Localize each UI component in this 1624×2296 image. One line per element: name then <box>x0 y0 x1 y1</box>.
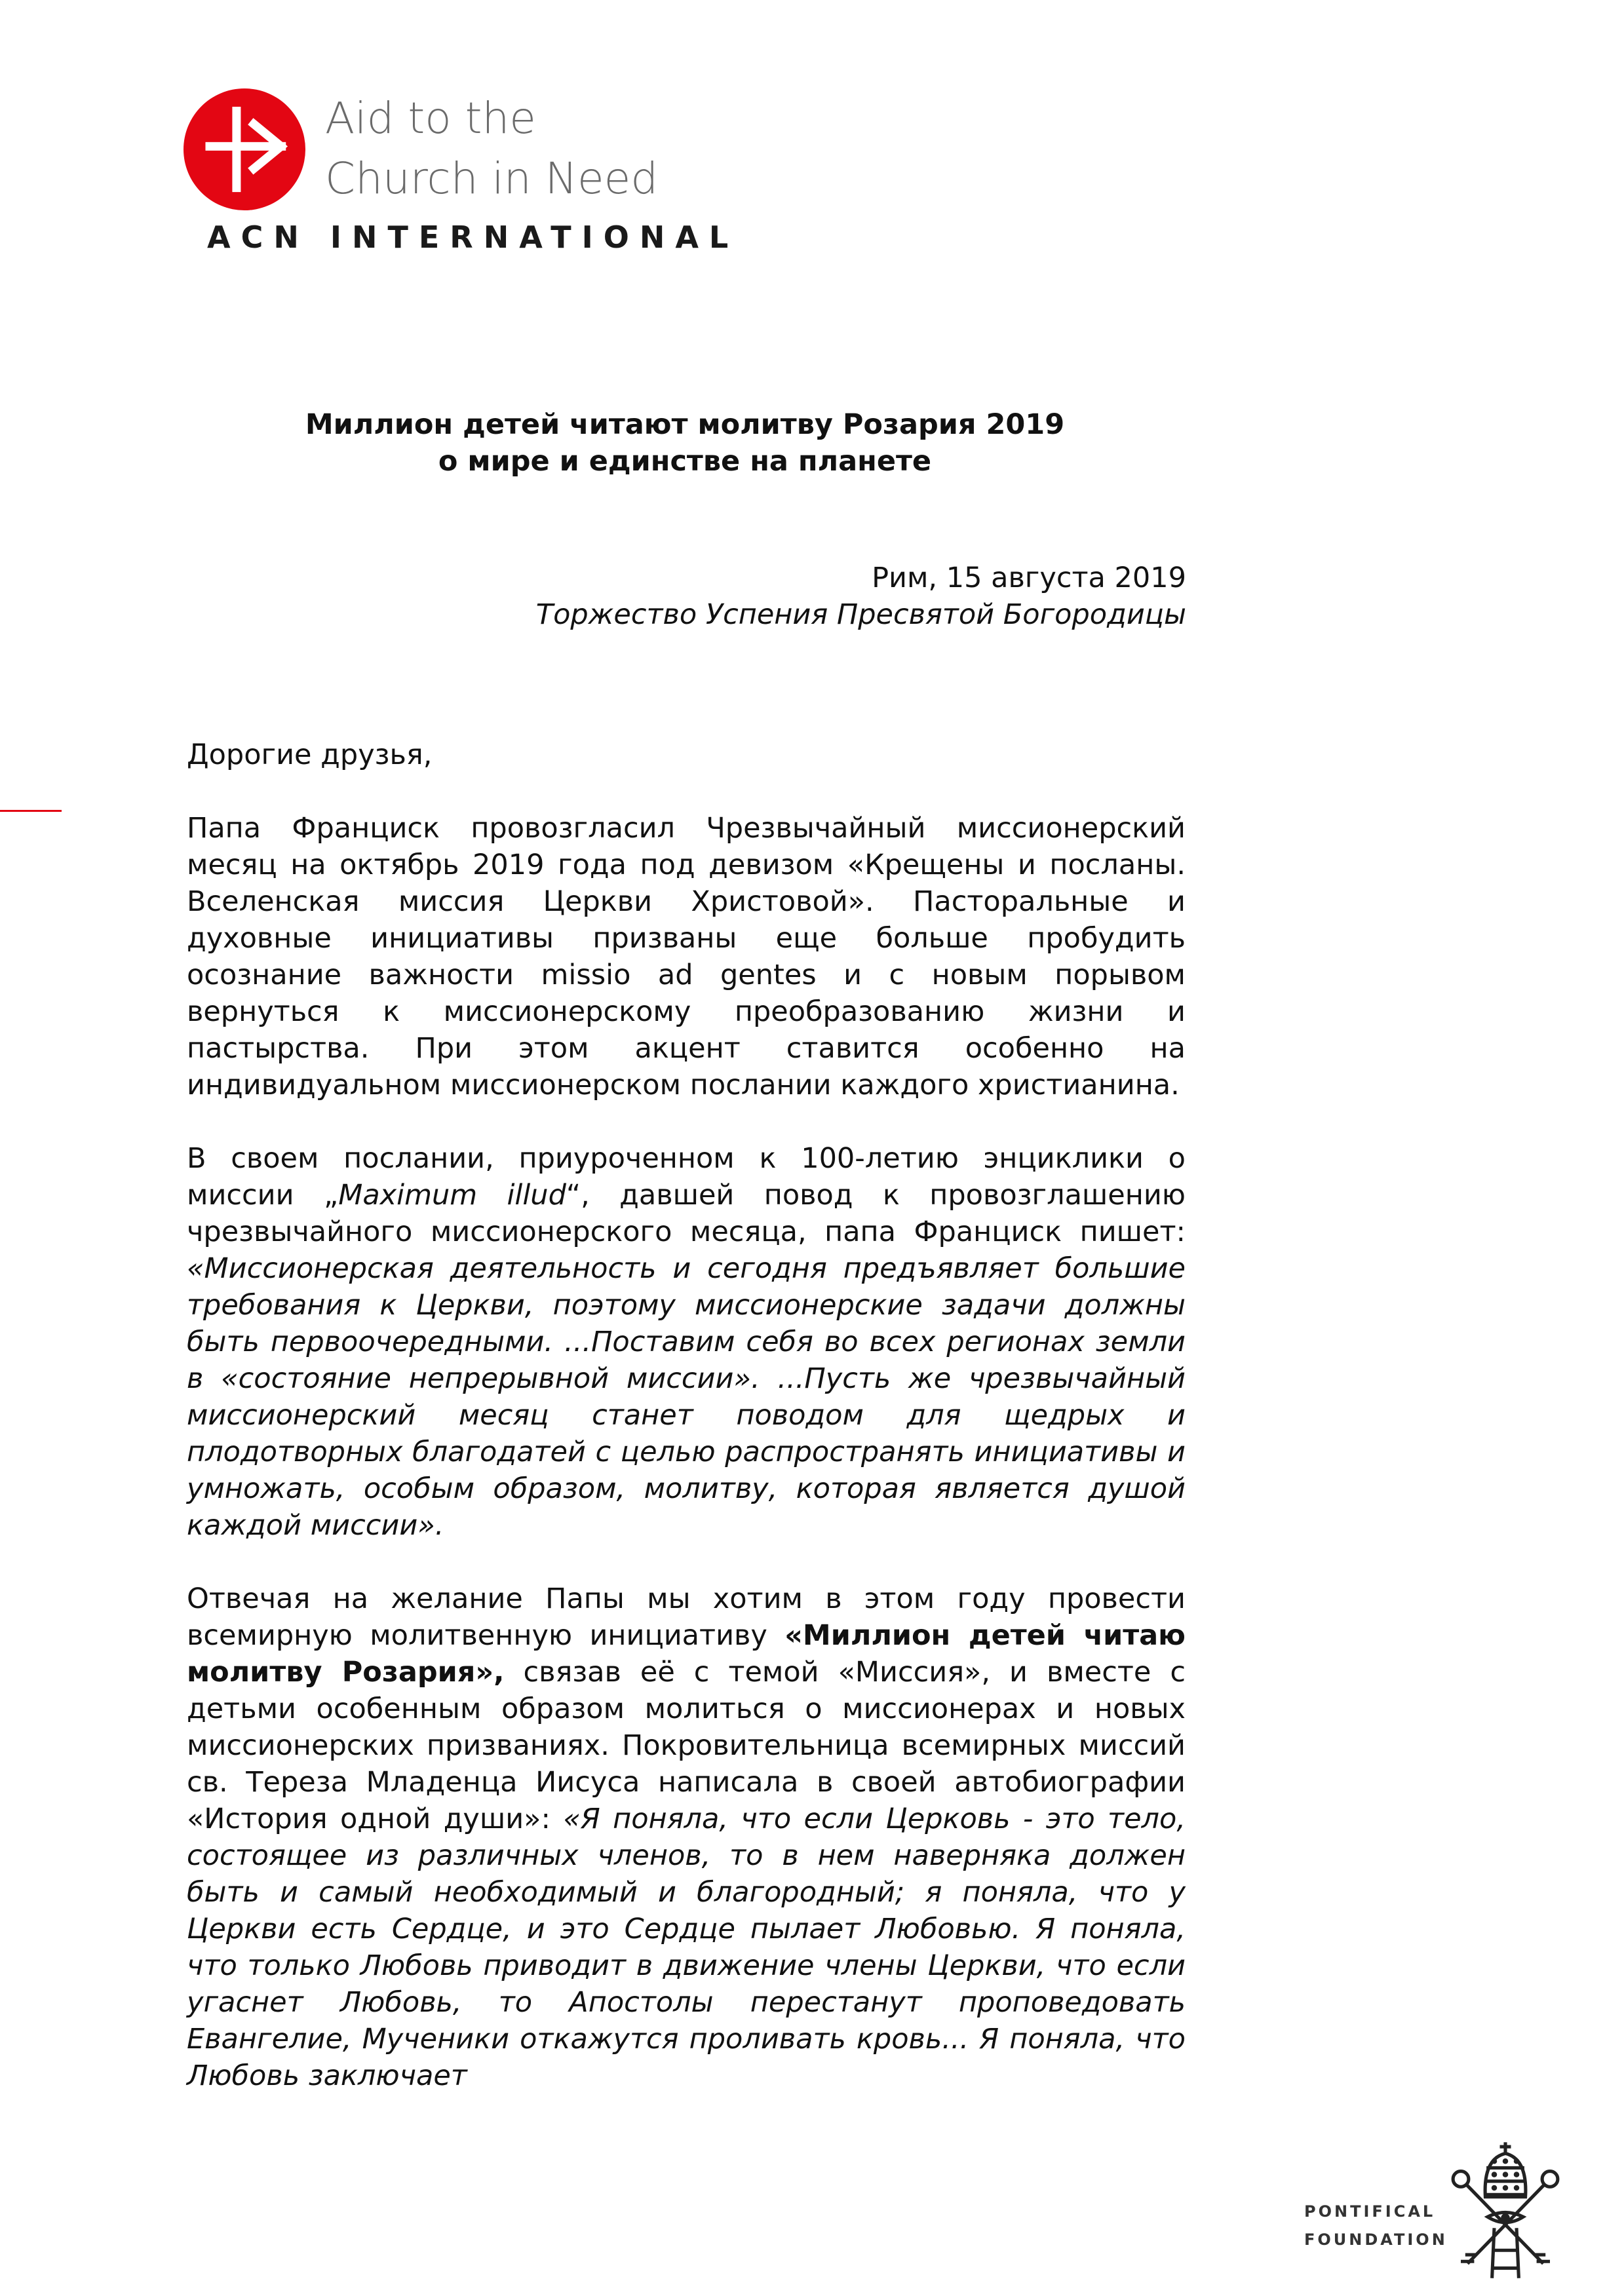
paragraph-3-text-b: связав её с темой «Миссия», и вместе с детьми особенным образом молиться о миссионерах и новых миссионерских призваниях. Покровительница всемирных миссий св. Тереза Младенца Иисуса написала в своей автобиографии «История одной души»: <box>187 1656 1186 1835</box>
pontifical-foundation-label <box>1304 2198 1448 2254</box>
logo-line-1: Aid to the <box>325 93 536 144</box>
pope-quote: «Миссионерская деятельность и сегодня предъявляет большие требования к Церкви, поэтому миссионерские задачи должны быть первоочередными. ...Поставим себя во всех регионах земли в «состояние непрерывной миссии». ...Пусть же чрезвычайный миссионерский месяц станет поводом для щедрых и плодотворных благодатей с целью распространять инициативы и умножать, особым образом, молитву, которая является душой каждой миссии». <box>187 1252 1186 1542</box>
cross-arrow-icon <box>184 88 305 210</box>
paragraph-2-text-a: В своем послании, приуроченном к 100-летию энциклики о миссии „ <box>187 1142 1186 1212</box>
letter-body <box>187 737 1186 2094</box>
papal-keys-tiara-icon <box>1450 2139 1561 2289</box>
logo-subtitle: ACN INTERNATIONAL <box>207 220 739 255</box>
footer-line-2: FOUNDATION <box>1304 2230 1448 2249</box>
title-line-2: о мире и единстве на планете <box>438 445 932 478</box>
paragraph-3 <box>187 1580 1186 2094</box>
place-date: Рим, 15 августа 2019 <box>872 562 1186 594</box>
paragraph-3-text-a: Отвечая на желание Папы мы хотим в этом году провести всемирную молитвенную инициативу <box>187 1582 1186 1652</box>
fold-mark <box>0 810 62 812</box>
footer-line-1: PONTIFICAL <box>1304 2202 1436 2221</box>
encyclical-name: Maximum illud <box>338 1179 566 1212</box>
therese-quote: «Я поняла, что если Церковь - это тело, состоящее из различных членов, то в нем наверняка должен быть и самый необходимый и благородный; я поняла, что у Церкви есть Сердце, и это Сердце пылает Любовью. Я поняла, что только Любовь приводит в движение члены Церкви, что если угаснет Любовь, то Апостолы перестанут проповедовать Евангелие, Мученики откажутся проливать кровь... Я поняла, что Любовь заключает <box>187 1803 1186 2092</box>
logo-line-2: Church in Need <box>325 153 659 204</box>
paragraph-2 <box>187 1140 1186 1544</box>
acn-logo <box>184 88 739 265</box>
salutation: Дорогие друзья, <box>187 738 433 771</box>
document-title <box>184 406 1186 480</box>
paragraph-2-text-b: “, давшей повод к провозглашению чрезвычайного миссионерского месяца, папа Франциск пишет: <box>187 1179 1186 1248</box>
dateline <box>184 560 1186 633</box>
feast-day: Торжество Успения Пресвятой Богородицы <box>535 598 1186 631</box>
title-line-1: Миллион детей читают молитву Розария 2019 <box>305 408 1065 441</box>
initiative-name: «Миллион детей читаю молитву Розария», <box>187 1619 1186 1689</box>
logo-wordmark <box>325 88 692 209</box>
paragraph-1: Папа Франциск провозгласил Чрезвычайный миссионерский месяц на октябрь 2019 года под девизом «Крещены и посланы. Вселенская миссия Церкви Христовой». Пасторальные и духовные инициативы призваны еще больше пробудить осознание важности missio ad gentes и с новым порывом вернуться к миссионерскому преобразованию жизни и пастырства. При этом акцент ставится особенно на индивидуальном миссионерском послании каждого христианина. <box>187 812 1186 1101</box>
